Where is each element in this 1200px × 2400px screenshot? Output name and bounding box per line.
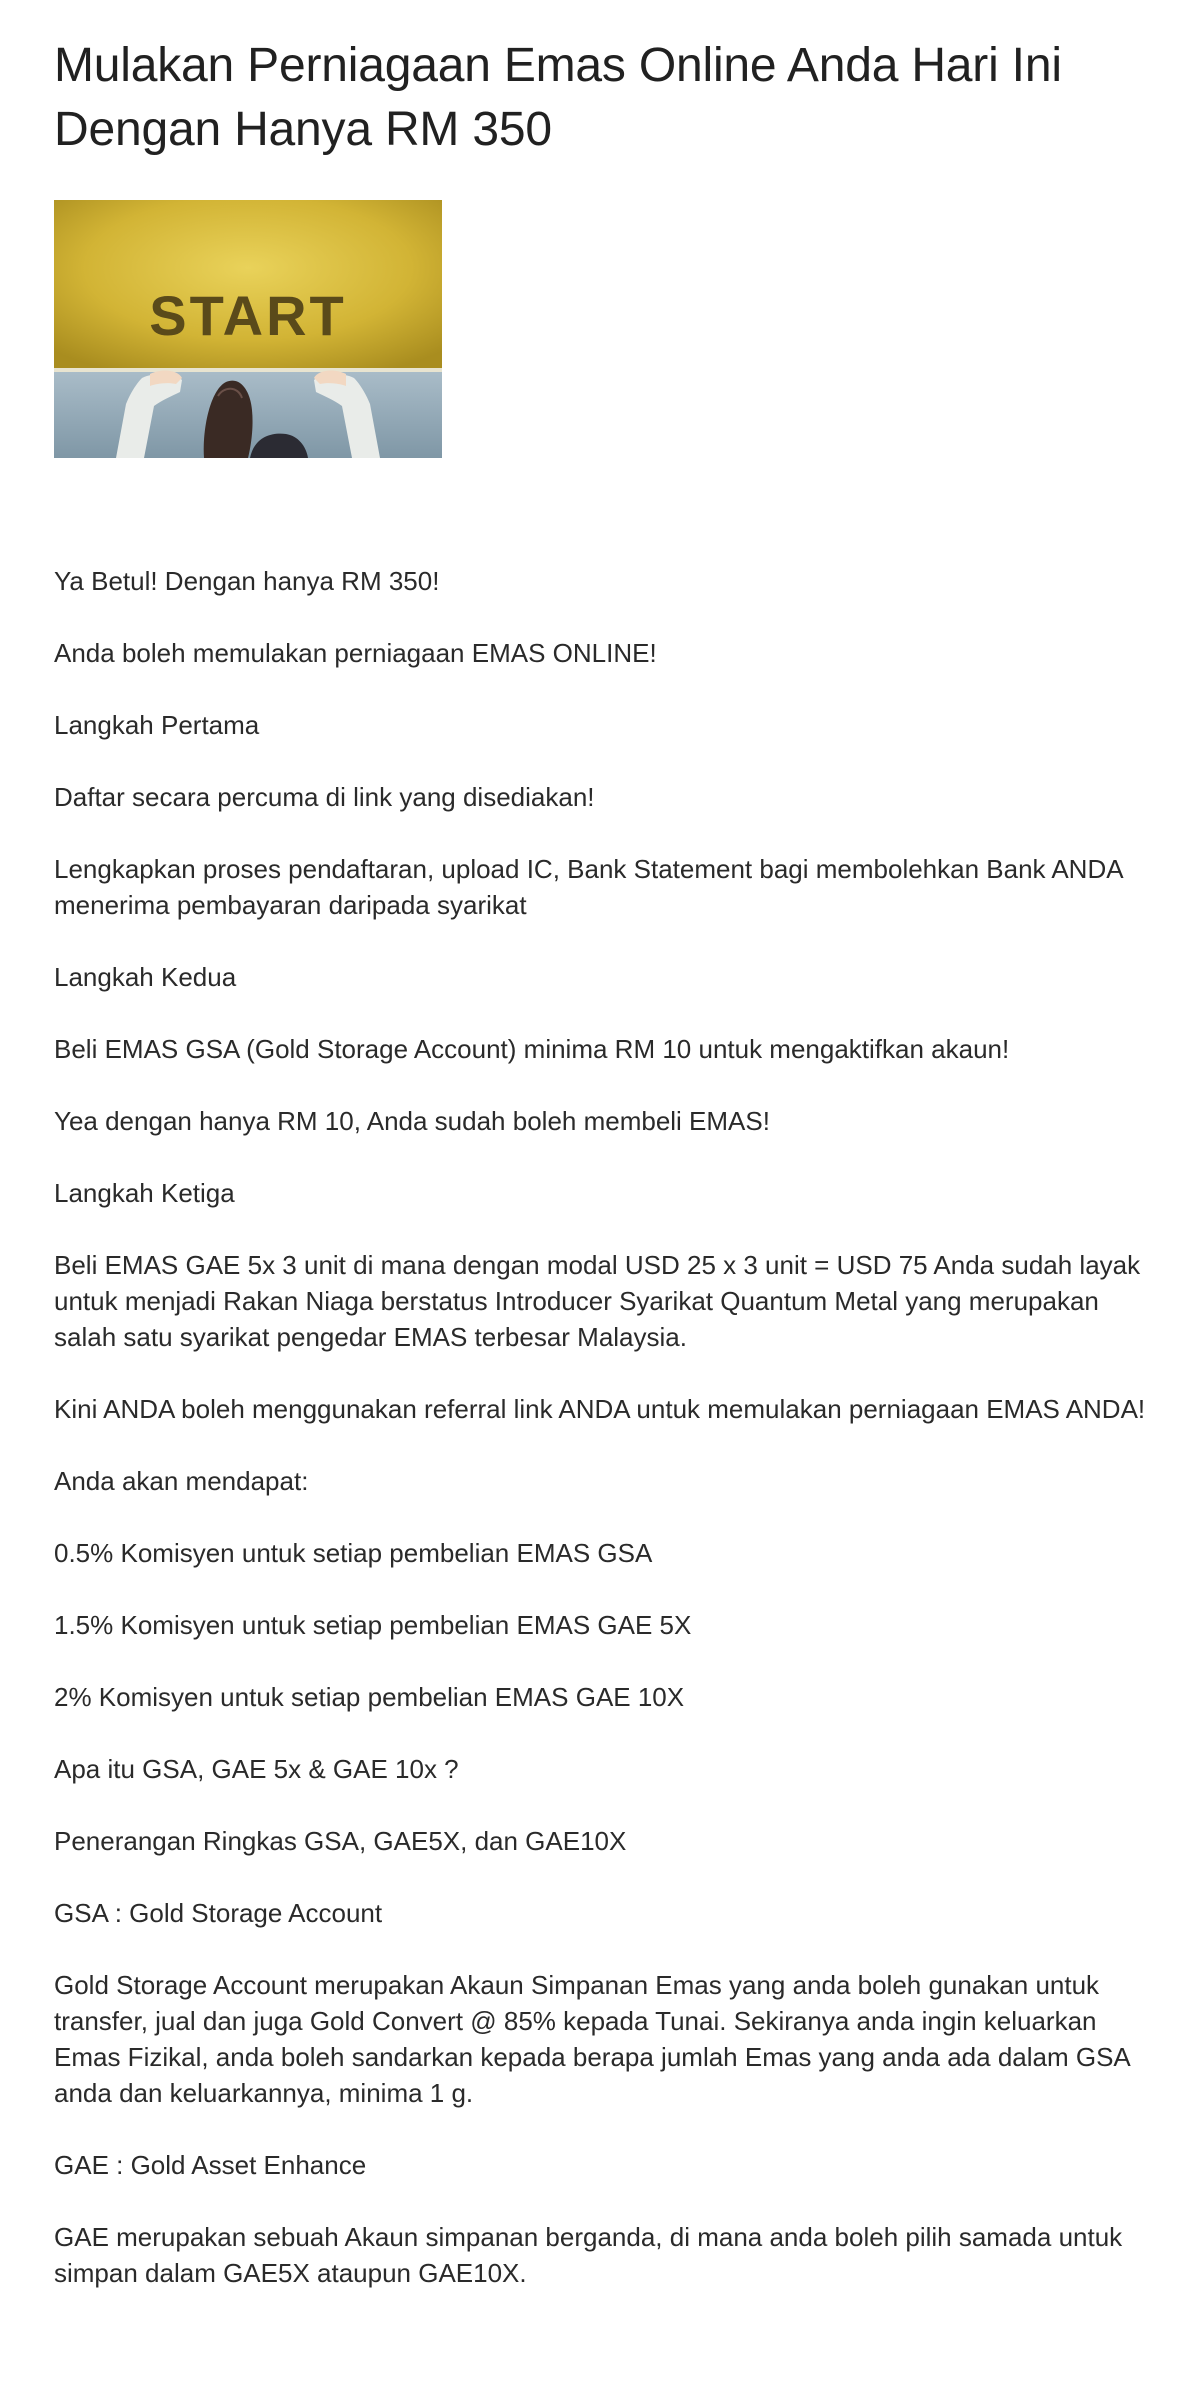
article-body: [54, 563, 1146, 2291]
start-line-image: [54, 200, 442, 458]
paragraph: 1.5% Komisyen untuk setiap pembelian EMAS GAE 5X: [54, 1610, 692, 1640]
paragraph: Gold Storage Account merupakan Akaun Simpanan Emas yang anda boleh gunakan untuk transfer, jual dan juga Gold Convert @ 85% kepada Tunai. Sekiranya anda ingin keluarkan Emas Fizikal, anda boleh sandarkan kepada berapa jumlah Emas yang anda ada dalam GSA anda dan keluarkannya, minima 1 g.: [54, 1970, 1130, 2108]
paragraph: Anda akan mendapat:: [54, 1466, 309, 1496]
paragraph: Yea dengan hanya RM 10, Anda sudah boleh membeli EMAS!: [54, 1106, 770, 1136]
article-title: Mulakan Perniagaan Emas Online Anda Hari Ini Dengan Hanya RM 350: [54, 39, 1062, 156]
paragraph: Langkah Ketiga: [54, 1178, 235, 1208]
paragraph: 0.5% Komisyen untuk setiap pembelian EMAS GSA: [54, 1538, 653, 1568]
paragraph: Beli EMAS GSA (Gold Storage Account) minima RM 10 untuk mengaktifkan akaun!: [54, 1034, 1010, 1064]
paragraph: GAE merupakan sebuah Akaun simpanan berganda, di mana anda boleh pilih samada untuk simpan dalam GAE5X ataupun GAE10X.: [54, 2222, 1123, 2288]
paragraph: Ya Betul! Dengan hanya RM 350!: [54, 566, 440, 596]
paragraph: Langkah Kedua: [54, 962, 237, 992]
paragraph: GAE : Gold Asset Enhance: [54, 2150, 367, 2180]
paragraph: Anda boleh memulakan perniagaan EMAS ONLINE!: [54, 638, 657, 668]
start-text: START: [149, 284, 347, 347]
paragraph: Penerangan Ringkas GSA, GAE5X, dan GAE10X: [54, 1826, 627, 1856]
paragraph: Kini ANDA boleh menggunakan referral link ANDA untuk memulakan perniagaan EMAS ANDA!: [54, 1394, 1146, 1424]
paragraph: Langkah Pertama: [54, 710, 260, 740]
paragraph: Beli EMAS GAE 5x 3 unit di mana dengan modal USD 25 x 3 unit = USD 75 Anda sudah layak untuk menjadi Rakan Niaga berstatus Introducer Syarikat Quantum Metal yang merupakan salah satu syarikat pengedar EMAS terbesar Malaysia.: [54, 1250, 1141, 1352]
hero-image: [54, 200, 442, 458]
paragraph: Apa itu GSA, GAE 5x & GAE 10x ?: [54, 1754, 459, 1784]
paragraph: Daftar secara percuma di link yang disediakan!: [54, 782, 595, 812]
paragraph: GSA : Gold Storage Account: [54, 1898, 383, 1928]
paragraph: 2% Komisyen untuk setiap pembelian EMAS GAE 10X: [54, 1682, 685, 1712]
paragraph: Lengkapkan proses pendaftaran, upload IC, Bank Statement bagi membolehkan Bank ANDA menerima pembayaran daripada syarikat: [54, 854, 1123, 920]
